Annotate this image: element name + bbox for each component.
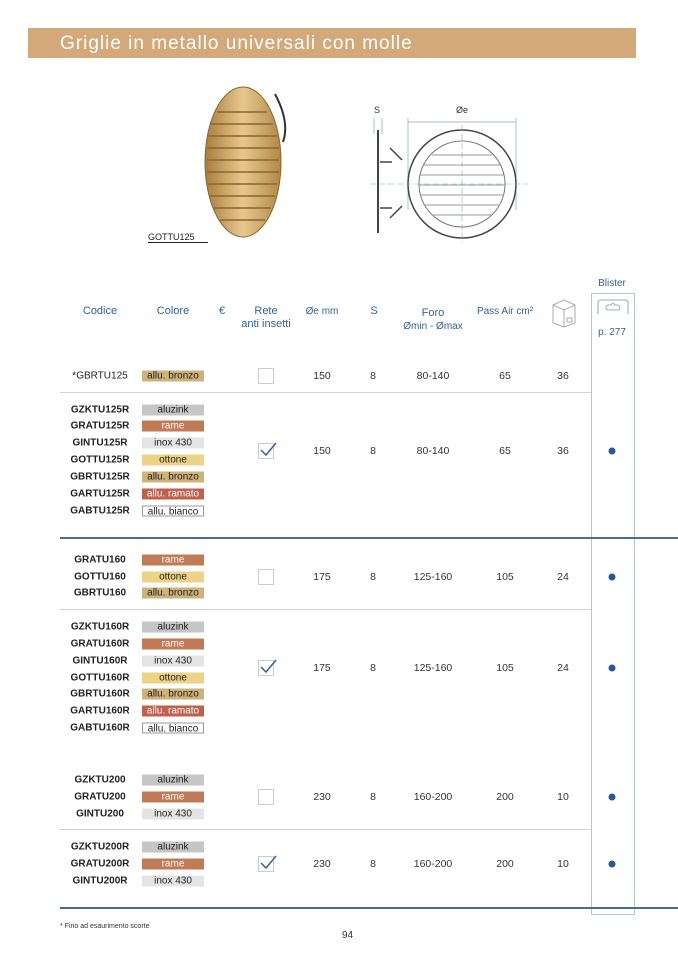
product-code: GARTU160R — [70, 705, 130, 717]
product-code: GRATU160 — [74, 554, 126, 566]
color-swatch: inox 430 — [142, 438, 204, 449]
footnote: * Fino ad esaurimento scorte — [60, 923, 150, 930]
blister-available-dot — [609, 448, 616, 455]
product-code: GBRTU125R — [70, 471, 130, 483]
checkmark-icon — [259, 441, 277, 457]
cell-foro: 80-140 — [416, 445, 450, 457]
color-swatch: ottone — [142, 572, 204, 583]
insect-net-checkbox-checked[interactable] — [258, 443, 274, 459]
checkmark-icon — [259, 658, 277, 674]
cell-pass: 105 — [496, 571, 514, 583]
row-separator — [60, 537, 678, 539]
cell-pack: 24 — [557, 571, 569, 583]
product-code: GZKTU200 — [74, 774, 126, 786]
cell-pack: 36 — [557, 370, 569, 382]
cell-pass: 65 — [499, 445, 511, 457]
box-package-icon — [550, 298, 578, 328]
header-foro-line1: Foro — [421, 307, 445, 319]
header-foro-line2: Ømin - Ømax — [403, 321, 463, 332]
cell-s: 8 — [370, 445, 376, 457]
color-swatch: allu. bianco — [142, 506, 204, 517]
blister-available-dot — [609, 574, 616, 581]
cell-pack: 10 — [557, 791, 569, 803]
product-code: GBRTU160 — [73, 587, 127, 599]
product-code: GABTU160R — [70, 722, 130, 734]
product-code: GINTU125R — [72, 437, 128, 449]
color-swatch: allu. bronzo — [142, 371, 204, 382]
cell-pass: 200 — [496, 791, 514, 803]
product-code: GINTU200R — [72, 875, 128, 887]
color-swatch: allu. bronzo — [142, 588, 204, 599]
row-separator — [60, 829, 591, 830]
cell-pack: 24 — [557, 662, 569, 674]
product-code: GRATU200R — [70, 858, 130, 870]
color-swatch: inox 430 — [142, 656, 204, 667]
header-foro — [403, 307, 462, 333]
insect-net-checkbox[interactable] — [258, 789, 274, 805]
color-swatch: inox 430 — [142, 809, 204, 820]
product-code: *GBRTU125 — [72, 370, 128, 382]
blister-available-dot — [609, 861, 616, 868]
cell-de: 150 — [313, 445, 331, 457]
cell-s: 8 — [370, 370, 376, 382]
product-code: GRATU125R — [70, 420, 130, 432]
header-s: S — [370, 305, 378, 317]
product-code: GABTU125R — [70, 505, 130, 517]
color-swatch: allu. bianco — [142, 723, 204, 734]
color-swatch: aluzink — [142, 842, 204, 853]
page-title: Griglie in metallo universali con molle — [60, 33, 413, 54]
header-blister: Blister — [598, 278, 626, 289]
header-codice: Codice — [82, 305, 118, 317]
color-swatch: allu. bronzo — [142, 689, 204, 700]
cell-s: 8 — [370, 662, 376, 674]
product-code: GOTTU125R — [70, 454, 130, 466]
product-code: GZKTU125R — [70, 404, 130, 416]
cell-pack: 10 — [557, 858, 569, 870]
color-swatch: rame — [142, 421, 204, 432]
header-rete-line1: Rete — [254, 305, 278, 317]
blister-available-dot — [609, 665, 616, 672]
product-code: GARTU125R — [70, 488, 130, 500]
header-colore: Colore — [156, 305, 190, 317]
cell-s: 8 — [370, 571, 376, 583]
color-swatch: ottone — [142, 673, 204, 684]
cell-pack: 36 — [557, 445, 569, 457]
header-rete-line2: anti insetti — [241, 318, 291, 330]
insect-net-checkbox-checked[interactable] — [258, 856, 274, 872]
blister-available-dot — [609, 794, 616, 801]
color-swatch: rame — [142, 859, 204, 870]
color-swatch: allu. ramato — [142, 489, 204, 500]
product-code: GRATU200 — [74, 791, 126, 803]
color-swatch: aluzink — [142, 775, 204, 786]
blister-hanger-icon — [597, 299, 629, 315]
product-code: GRATU160R — [70, 638, 130, 650]
product-image-grille — [195, 82, 295, 247]
color-swatch: rame — [142, 639, 204, 650]
cell-foro: 160-200 — [413, 791, 453, 803]
cell-de: 230 — [313, 791, 331, 803]
cell-s: 8 — [370, 858, 376, 870]
color-swatch: ottone — [142, 455, 204, 466]
cell-foro: 125-160 — [413, 662, 453, 674]
header-pass-air: Pass Air cm² — [476, 306, 534, 317]
color-swatch: rame — [142, 792, 204, 803]
color-swatch: rame — [142, 555, 204, 566]
cell-de: 150 — [313, 370, 331, 382]
color-swatch: allu. ramato — [142, 706, 204, 717]
row-separator — [60, 907, 678, 909]
product-code-label: GOTTU125 — [148, 232, 208, 243]
product-code: GOTTU160R — [70, 672, 130, 684]
product-code: GBRTU160R — [70, 688, 130, 700]
color-swatch: aluzink — [142, 622, 204, 633]
diagram-de-label: Øe — [456, 105, 469, 115]
cell-foro: 125-160 — [413, 571, 453, 583]
checkmark-icon — [259, 854, 277, 870]
cell-pass: 200 — [496, 858, 514, 870]
insect-net-checkbox-checked[interactable] — [258, 660, 274, 676]
page-number: 94 — [342, 930, 354, 941]
row-separator — [60, 609, 591, 610]
color-swatch: allu. bronzo — [142, 472, 204, 483]
blister-page-ref: p. 277 — [598, 327, 626, 338]
cell-de: 175 — [313, 571, 331, 583]
header-euro: € — [218, 305, 226, 317]
row-separator — [60, 392, 591, 393]
cell-pass: 105 — [496, 662, 514, 674]
technical-diagram — [360, 100, 530, 245]
header-de: Øe mm — [305, 306, 339, 317]
header-rete — [241, 305, 291, 331]
color-swatch: aluzink — [142, 405, 204, 416]
product-code: GZKTU200R — [70, 841, 130, 853]
product-code: GINTU160R — [72, 655, 128, 667]
product-code: GZKTU160R — [70, 621, 130, 633]
cell-foro: 160-200 — [413, 858, 453, 870]
insect-net-checkbox[interactable] — [258, 569, 274, 585]
product-code: GOTTU160 — [74, 571, 126, 583]
cell-de: 175 — [313, 662, 331, 674]
diagram-s-label: S — [374, 105, 381, 115]
product-code: GINTU200 — [76, 808, 124, 820]
cell-foro: 80-140 — [416, 370, 450, 382]
cell-de: 230 — [313, 858, 331, 870]
color-swatch: inox 430 — [142, 876, 204, 887]
insect-net-checkbox[interactable] — [258, 368, 274, 384]
blister-column — [591, 293, 635, 915]
cell-s: 8 — [370, 791, 376, 803]
cell-pass: 65 — [499, 370, 511, 382]
